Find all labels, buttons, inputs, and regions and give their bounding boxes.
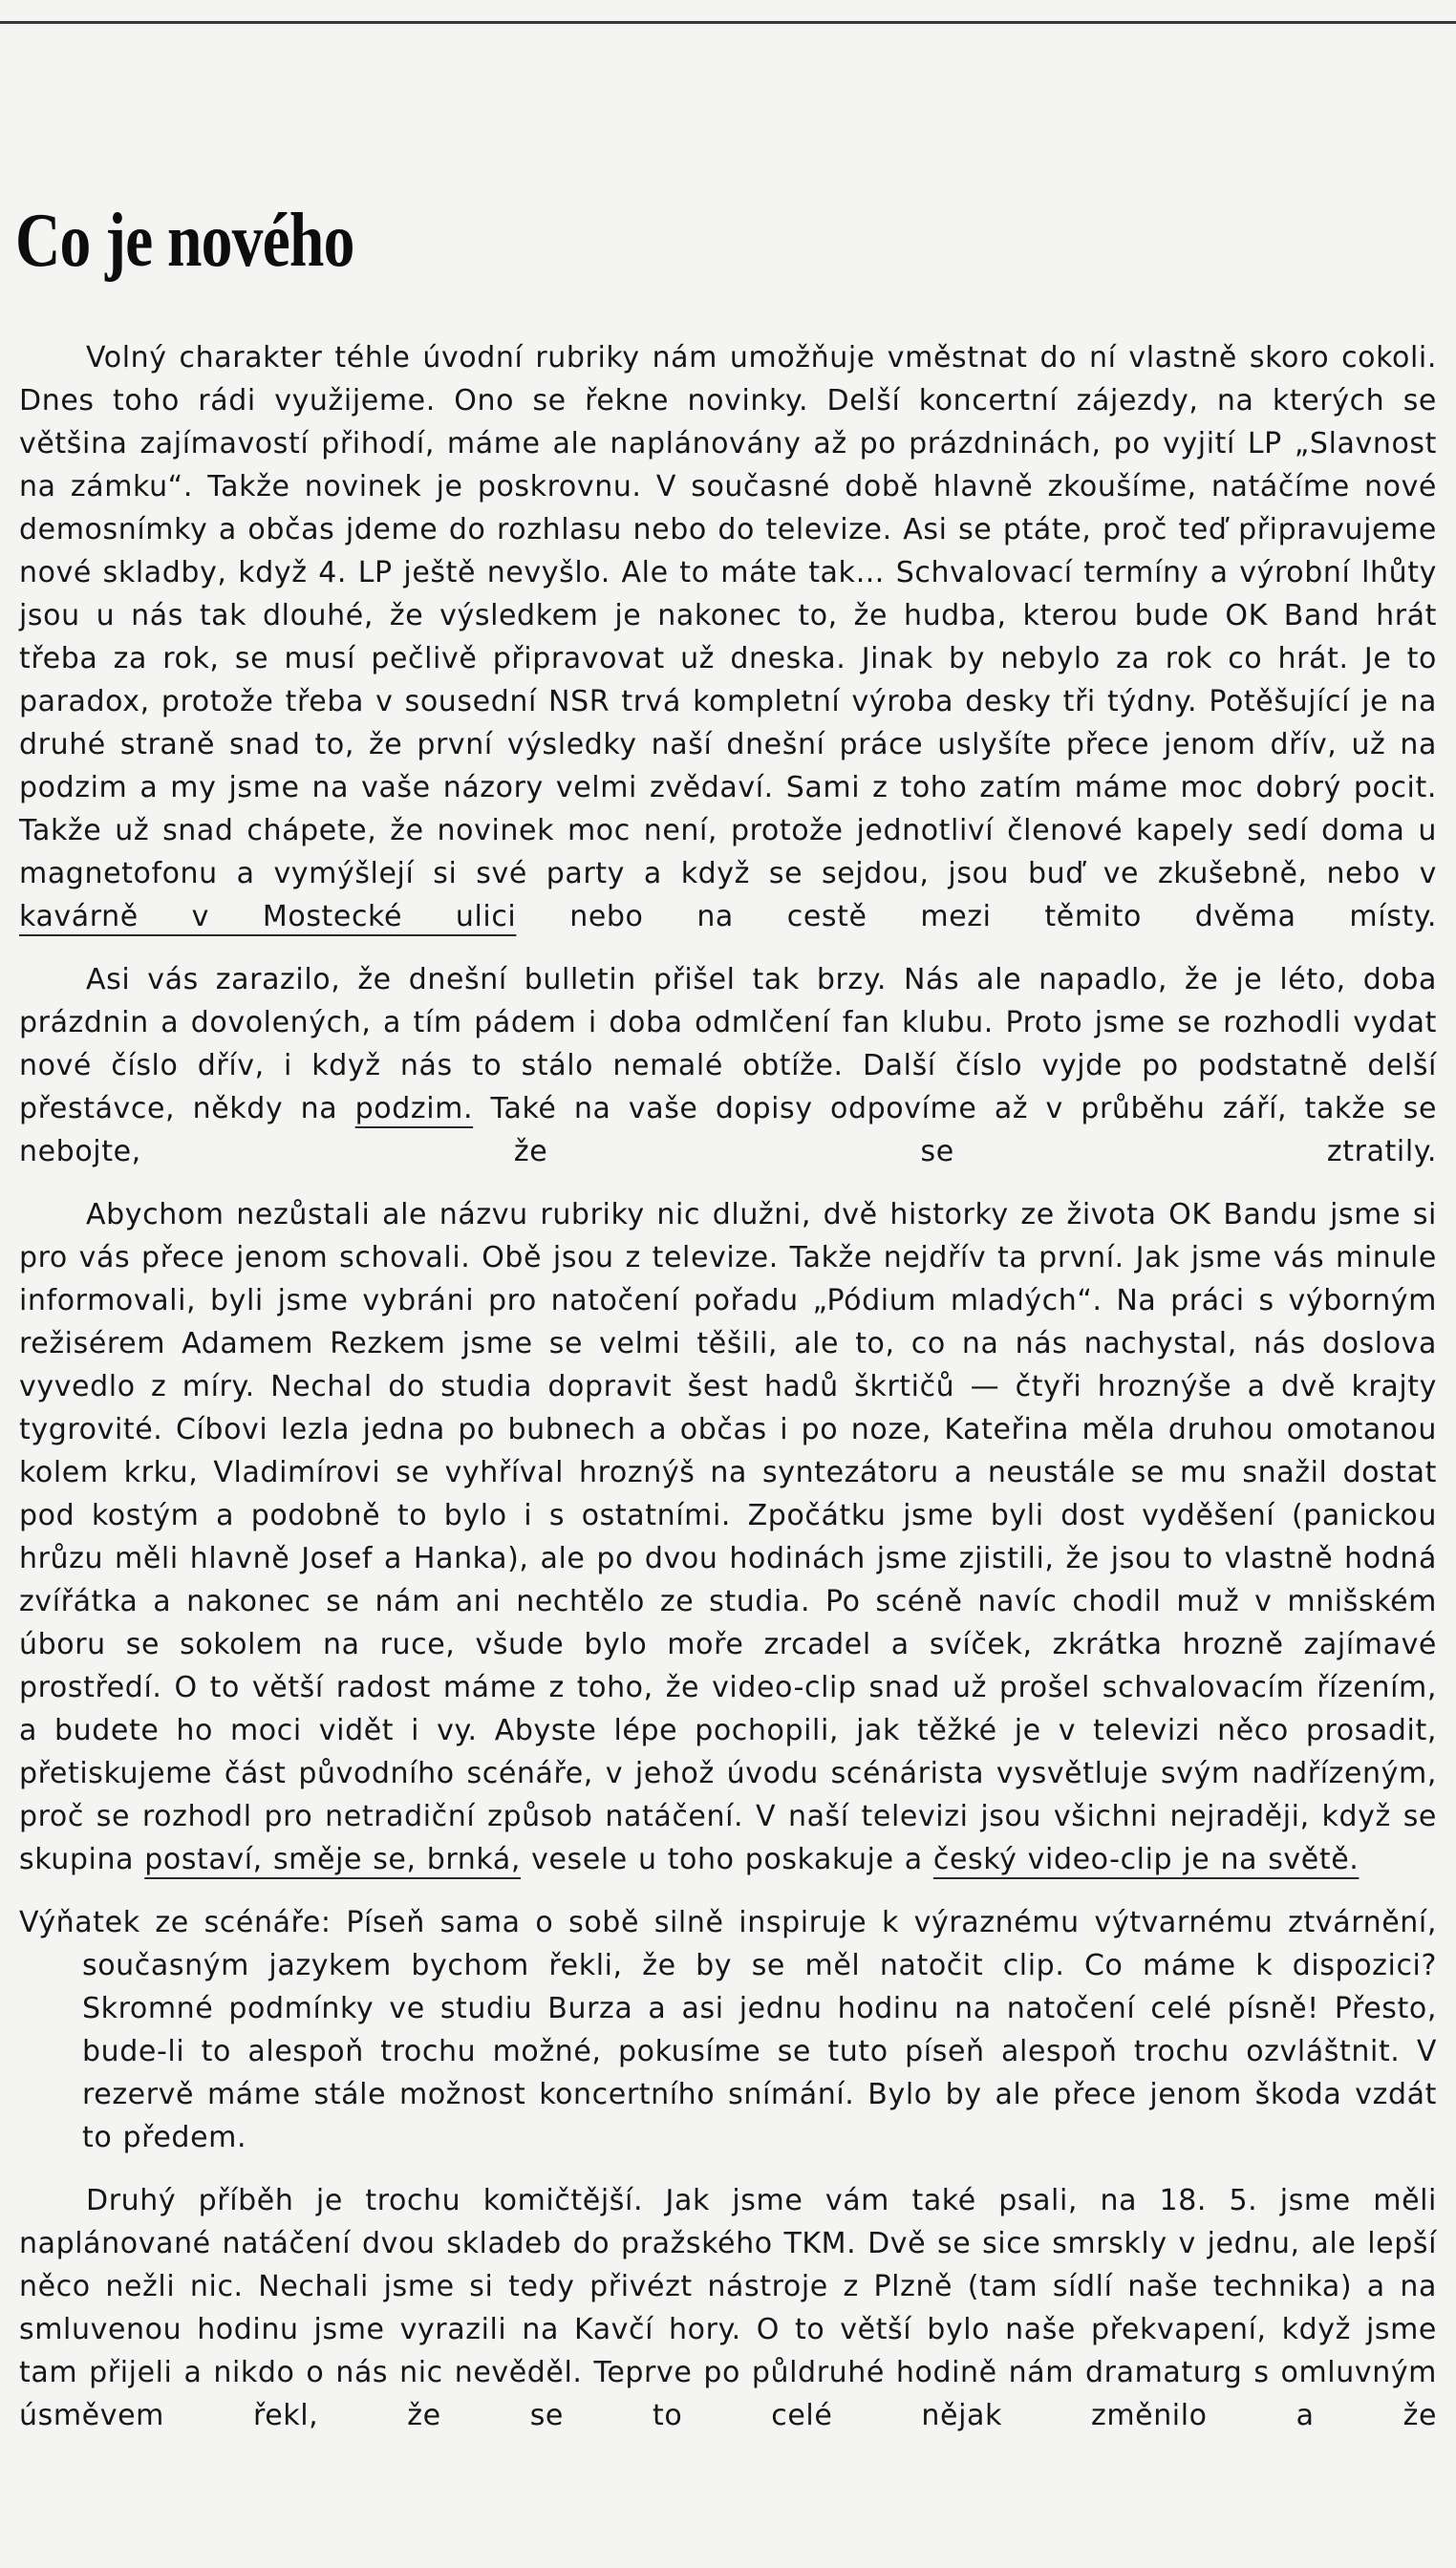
top-rule <box>0 21 1456 24</box>
paragraph-second-story: Druhý příběh je trochu komičtější. Jak jsme vám také psali, na 18. 5. jsme měli naplánované natáčení dvou skladeb do pražského TKM. Dvě se sice smrskly v jednu, ale lepší něco nežli nic. Nechali jsme si tedy přivézt nástroje z Plzně (tam sídlí naše technika) a na smluvenou hodinu jsme vyrazili na Kavčí hory. O to větší bylo naše překvapení, když jsme tam přijeli a nikdo o nás nic nevěděl. Teprve po půldruhé hodině nám dramaturg s omluvným úsměvem řekl, že se to celé nějak změnilo a že <box>19 2184 1437 2432</box>
screenplay-excerpt: Výňatek ze scénáře: Píseň sama o sobě silně inspiruje k výraznému výtvarnému ztvárnění, současným jazykem bychom řekli, že by se měl natočit clip. Co máme k dispozici? Skromné podmínky ve studiu Burza a asi jednu hodinu na natočení celé písně! Přesto, bude-li to alespoň trochu možné, pokusíme se tuto píseň alespoň trochu ozvláštnit. V rezervě máme stále možnost koncertního snímání. Bylo by ale přece jenom škoda vzdát to předem. <box>19 1906 1437 2154</box>
paragraph-tv-story <box>19 1193 1437 1881</box>
paragraph-bulletin <box>19 958 1437 1173</box>
paragraph-bulletin-text: Asi vás zarazilo, že dnešní bulletin přišel tak brzy. Nás ale napadlo, že je léto, doba prázdnin a dovolených, a tím pádem i doba odmlčení fan klubu. Proto jsme se rozhodli vydat nové číslo dřív, i když nás to stálo nemalé obtíže. Další číslo vyjde po podstatně delší přestávce, někdy na <box>19 963 1437 1125</box>
paragraph-news-end: nebo na cestě mezi těmito dvěma místy. <box>516 900 1437 933</box>
underlined-band-cliche: postaví, směje se, brnká, <box>144 1843 521 1876</box>
paragraph-bulletin-end: Také na vaše dopisy odpovíme až v průběhu září, takže se nebojte, že se ztratily. <box>19 1092 1437 1168</box>
underlined-autumn: podzim. <box>354 1092 474 1125</box>
page-title: Co je nového <box>15 199 354 283</box>
underlined-cafe-location: kavárně v Mostecké ulici <box>19 900 517 933</box>
paragraph-news-text: Volný charakter téhle úvodní rubriky nám umožňuje vměstnat do ní vlastně skoro cokoli. Dnes toho rádi využijeme. Ono se řekne novinky. Delší koncertní zájezdy, na kterých se většina zajímavostí přihodí, máme ale naplánovány až po prázdninách, po vyjití LP „Slavnost na zámku“. Takže novinek je poskrovnu. V současné době hlavně zkoušíme, natáčíme nové demosnímky a občas jdeme do rozhlasu nebo do televize. Asi se ptáte, proč teď připravujeme nové skladby, když 4. LP ještě nevyšlo. Ale to máte tak… Schvalovací termíny a výrobní lhůty jsou u nás tak dlouhé, že výsledkem je nakonec to, že hudba, kterou bude OK Band hrát třeba za rok, se musí pečlivě připravovat už dneska. Jinak by nebylo za rok co hrát. Je to paradox, protože třeba v sousední NSR trvá kompletní výroba desky tři týdny. Potěšující je na druhé straně snad to, že první výsledky naší dnešní práce uslyšíte přece jenom dřív, už na podzim a my jsme na vaše názory velmi zvědaví. Sami z toho zatím máme moc dobrý pocit. Takže už snad chápete, že novinek moc není, protože jednotliví členové kapely sedí doma u magnetofonu a vymýšlejí si své party a když se sejdou, jsou buď ve zkušebně, nebo v <box>19 341 1437 890</box>
article-body <box>19 336 1437 2437</box>
paragraph-tv-story-middle: vesele u toho poskakuje a <box>520 1843 933 1876</box>
underlined-video-clip: český video-clip je na světě. <box>932 1843 1360 1876</box>
paragraph-news <box>19 336 1437 938</box>
paragraph-tv-story-text: Abychom nezůstali ale názvu rubriky nic dlužni, dvě historky ze života OK Bandu jsme si pro vás přece jenom schovali. Obě jsou z televize. Takže nejdřív ta první. Jak jsme vás minule informovali, byli jsme vybráni pro natočení pořadu „Pódium mladých“. Na práci s výborným režisérem Adamem Rezkem jsme se velmi těšili, ale to, co na nás nachystal, nás doslova vyvedlo z míry. Nechal do studia dopravit šest hadů škrtičů — čtyři hroznýše a dvě krajty tygrovité. Cíbovi lezla jedna po bubnech a občas i po noze, Kateřina měla druhou omotanou kolem krku, Vladimírovi se vyhříval hroznýš na syntezátoru a neustále se mu snažil dostat pod kostým a podobně to bylo i s ostatními. Zpočátku jsme byli dost vyděšení (panickou hrůzu měli hlavně Josef a Hanka), ale po dvou hodinách jsme zjistili, že jsou to vlastně hodná zvířátka a nakonec se nám ani nechtělo ze studia. Po scéně navíc chodil muž v mnišském úboru se sokolem na ruce, všude bylo moře zrcadel a svíček, zkrátka hrozně zajímavé prostředí. O to větší radost máme z toho, že video-clip snad už prošel schvalovacím řízením, a budete ho moci vidět i vy. Abyste lépe pochopili, jak těžké je v televizi něco prosadit, přetiskujeme část původního scénáře, v jehož úvodu scénárista vysvětluje svým nadřízeným, proč se rozhodl pro netradiční způsob natáčení. V naší televizi jsou všichni nejraději, když se skupina <box>19 1198 1437 1876</box>
